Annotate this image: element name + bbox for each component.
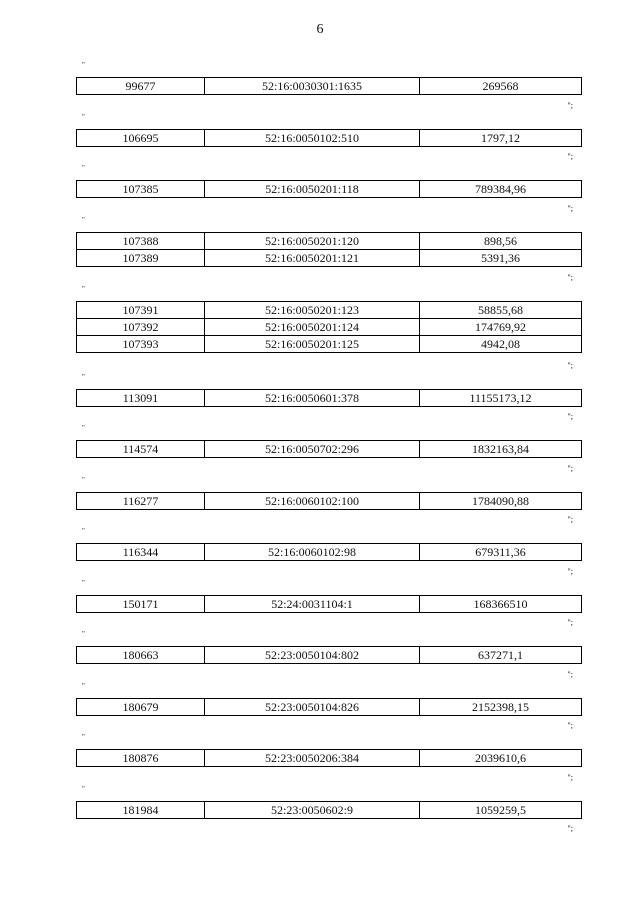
value-cell: 2152398,15 — [420, 698, 582, 715]
closing-quote-mark: "; — [567, 824, 573, 833]
cadastral-number-cell: 52:16:0050702:296 — [205, 441, 420, 458]
table-block — [76, 526, 580, 578]
closing-quote-mark: "; — [567, 669, 573, 679]
value-cell: 5391,36 — [420, 249, 582, 266]
record-number-cell: 107389 — [77, 249, 205, 266]
value-cell: 168366510 — [420, 595, 582, 612]
opening-quote-mark: " — [82, 61, 85, 69]
cadastral-number-cell: 52:23:0050104:826 — [205, 698, 420, 715]
table-row — [77, 801, 582, 818]
table-block — [76, 629, 580, 681]
cadastral-number-cell: 52:24:0031104:1 — [205, 595, 420, 612]
closing-quote-mark: "; — [567, 100, 573, 110]
table-block — [76, 163, 580, 215]
opening-quote-mark: " — [82, 733, 85, 741]
table-block — [76, 681, 580, 733]
table-row — [77, 302, 582, 319]
page-number: 6 — [316, 22, 324, 37]
data-table — [76, 232, 582, 267]
table-block — [76, 475, 580, 527]
value-cell: 4942,08 — [420, 336, 582, 353]
value-cell: 1784090,88 — [420, 492, 582, 509]
value-cell: 679311,36 — [420, 544, 582, 561]
data-table — [76, 389, 582, 407]
record-number-cell: 106695 — [77, 129, 205, 146]
record-number-cell: 107388 — [77, 232, 205, 249]
data-table — [76, 749, 582, 767]
table-row — [77, 181, 582, 198]
record-number-cell: 180876 — [77, 750, 205, 767]
record-number-cell: 114574 — [77, 441, 205, 458]
record-number-cell: 107391 — [77, 302, 205, 319]
opening-quote-mark: " — [82, 215, 85, 224]
closing-quote-mark: "; — [567, 772, 573, 782]
value-cell: 637271,1 — [420, 647, 582, 664]
value-cell: 898,56 — [420, 232, 582, 249]
value-cell: 58855,68 — [420, 302, 582, 319]
record-number-cell: 113091 — [77, 389, 205, 406]
data-table — [76, 492, 582, 510]
table-block — [76, 423, 580, 475]
closing-quote-mark: "; — [567, 152, 573, 161]
table-row — [77, 78, 582, 95]
table-block — [76, 732, 580, 784]
table-row — [77, 389, 582, 406]
record-number-cell: 181984 — [77, 801, 205, 818]
table-row — [77, 441, 582, 458]
cadastral-number-cell: 52:23:0050104:802 — [205, 647, 420, 664]
opening-quote-mark: " — [82, 112, 85, 121]
table-row — [77, 336, 582, 353]
cadastral-number-cell: 52:23:0050602:9 — [205, 801, 420, 818]
cadastral-number-cell: 52:16:0050201:118 — [205, 181, 420, 198]
cadastral-number-cell: 52:23:0050206:384 — [205, 750, 420, 767]
record-number-cell: 107392 — [77, 319, 205, 336]
value-cell: 1797,12 — [420, 129, 582, 146]
closing-quote-mark: "; — [567, 273, 573, 282]
data-table — [76, 440, 582, 458]
cadastral-number-cell: 52:16:0050201:124 — [205, 319, 420, 336]
value-cell: 2039610,6 — [420, 750, 582, 767]
table-row — [77, 249, 582, 266]
record-number-cell: 116277 — [77, 492, 205, 509]
data-table — [76, 129, 582, 147]
data-table — [76, 595, 582, 613]
value-cell: 269568 — [420, 78, 582, 95]
table-row — [77, 544, 582, 561]
record-number-cell: 107385 — [77, 181, 205, 198]
table-block — [76, 60, 580, 112]
closing-quote-mark: "; — [567, 618, 573, 627]
table-row — [77, 129, 582, 146]
value-cell: 1832163,84 — [420, 441, 582, 458]
cadastral-number-cell: 52:16:0050102:510 — [205, 129, 420, 146]
document-body — [76, 60, 580, 835]
record-number-cell: 180663 — [77, 647, 205, 664]
opening-quote-mark: " — [82, 285, 85, 293]
table-block — [76, 784, 580, 836]
closing-quote-mark: "; — [567, 463, 573, 473]
record-number-cell: 99677 — [77, 78, 205, 95]
table-block — [76, 112, 580, 164]
record-number-cell: 150171 — [77, 595, 205, 612]
value-cell: 1059259,5 — [420, 801, 582, 818]
cadastral-number-cell: 52:16:0050201:120 — [205, 232, 420, 249]
opening-quote-mark: " — [82, 681, 85, 690]
cadastral-number-cell: 52:16:0060102:100 — [205, 492, 420, 509]
data-table — [76, 698, 582, 716]
table-row — [77, 492, 582, 509]
cadastral-number-cell: 52:16:0050201:121 — [205, 249, 420, 266]
cadastral-number-cell: 52:16:0060102:98 — [205, 544, 420, 561]
record-number-cell: 116344 — [77, 544, 205, 561]
opening-quote-mark: " — [82, 164, 85, 172]
opening-quote-mark: " — [82, 424, 85, 432]
cadastral-number-cell: 52:16:0050201:125 — [205, 336, 420, 353]
data-table — [76, 543, 582, 561]
value-cell: 11155173,12 — [420, 389, 582, 406]
table-block — [76, 284, 580, 372]
table-row — [77, 232, 582, 249]
closing-quote-mark: "; — [567, 412, 573, 421]
table-row — [77, 647, 582, 664]
data-table — [76, 801, 582, 819]
closing-quote-mark: "; — [567, 515, 573, 524]
data-table — [76, 180, 582, 198]
cadastral-number-cell: 52:16:0030301:1635 — [205, 78, 420, 95]
table-row — [77, 698, 582, 715]
table-row — [77, 319, 582, 336]
data-table — [76, 646, 582, 664]
record-number-cell: 107393 — [77, 336, 205, 353]
table-row — [77, 750, 582, 767]
cadastral-number-cell: 52:16:0050601:378 — [205, 389, 420, 406]
table-block — [76, 372, 580, 424]
closing-quote-mark: "; — [567, 360, 573, 370]
value-cell: 174769,92 — [420, 319, 582, 336]
opening-quote-mark: " — [82, 372, 85, 381]
record-number-cell: 180679 — [77, 698, 205, 715]
opening-quote-mark: " — [82, 784, 85, 793]
table-block — [76, 215, 580, 285]
opening-quote-mark: " — [82, 475, 85, 484]
data-table — [76, 77, 582, 95]
opening-quote-mark: " — [82, 578, 85, 587]
closing-quote-mark: "; — [567, 203, 573, 213]
value-cell: 789384,96 — [420, 181, 582, 198]
table-block — [76, 578, 580, 630]
closing-quote-mark: "; — [567, 721, 573, 730]
data-table — [76, 301, 582, 353]
table-row — [77, 595, 582, 612]
cadastral-number-cell: 52:16:0050201:123 — [205, 302, 420, 319]
closing-quote-mark: "; — [567, 566, 573, 576]
opening-quote-mark: " — [82, 630, 85, 638]
opening-quote-mark: " — [82, 527, 85, 535]
